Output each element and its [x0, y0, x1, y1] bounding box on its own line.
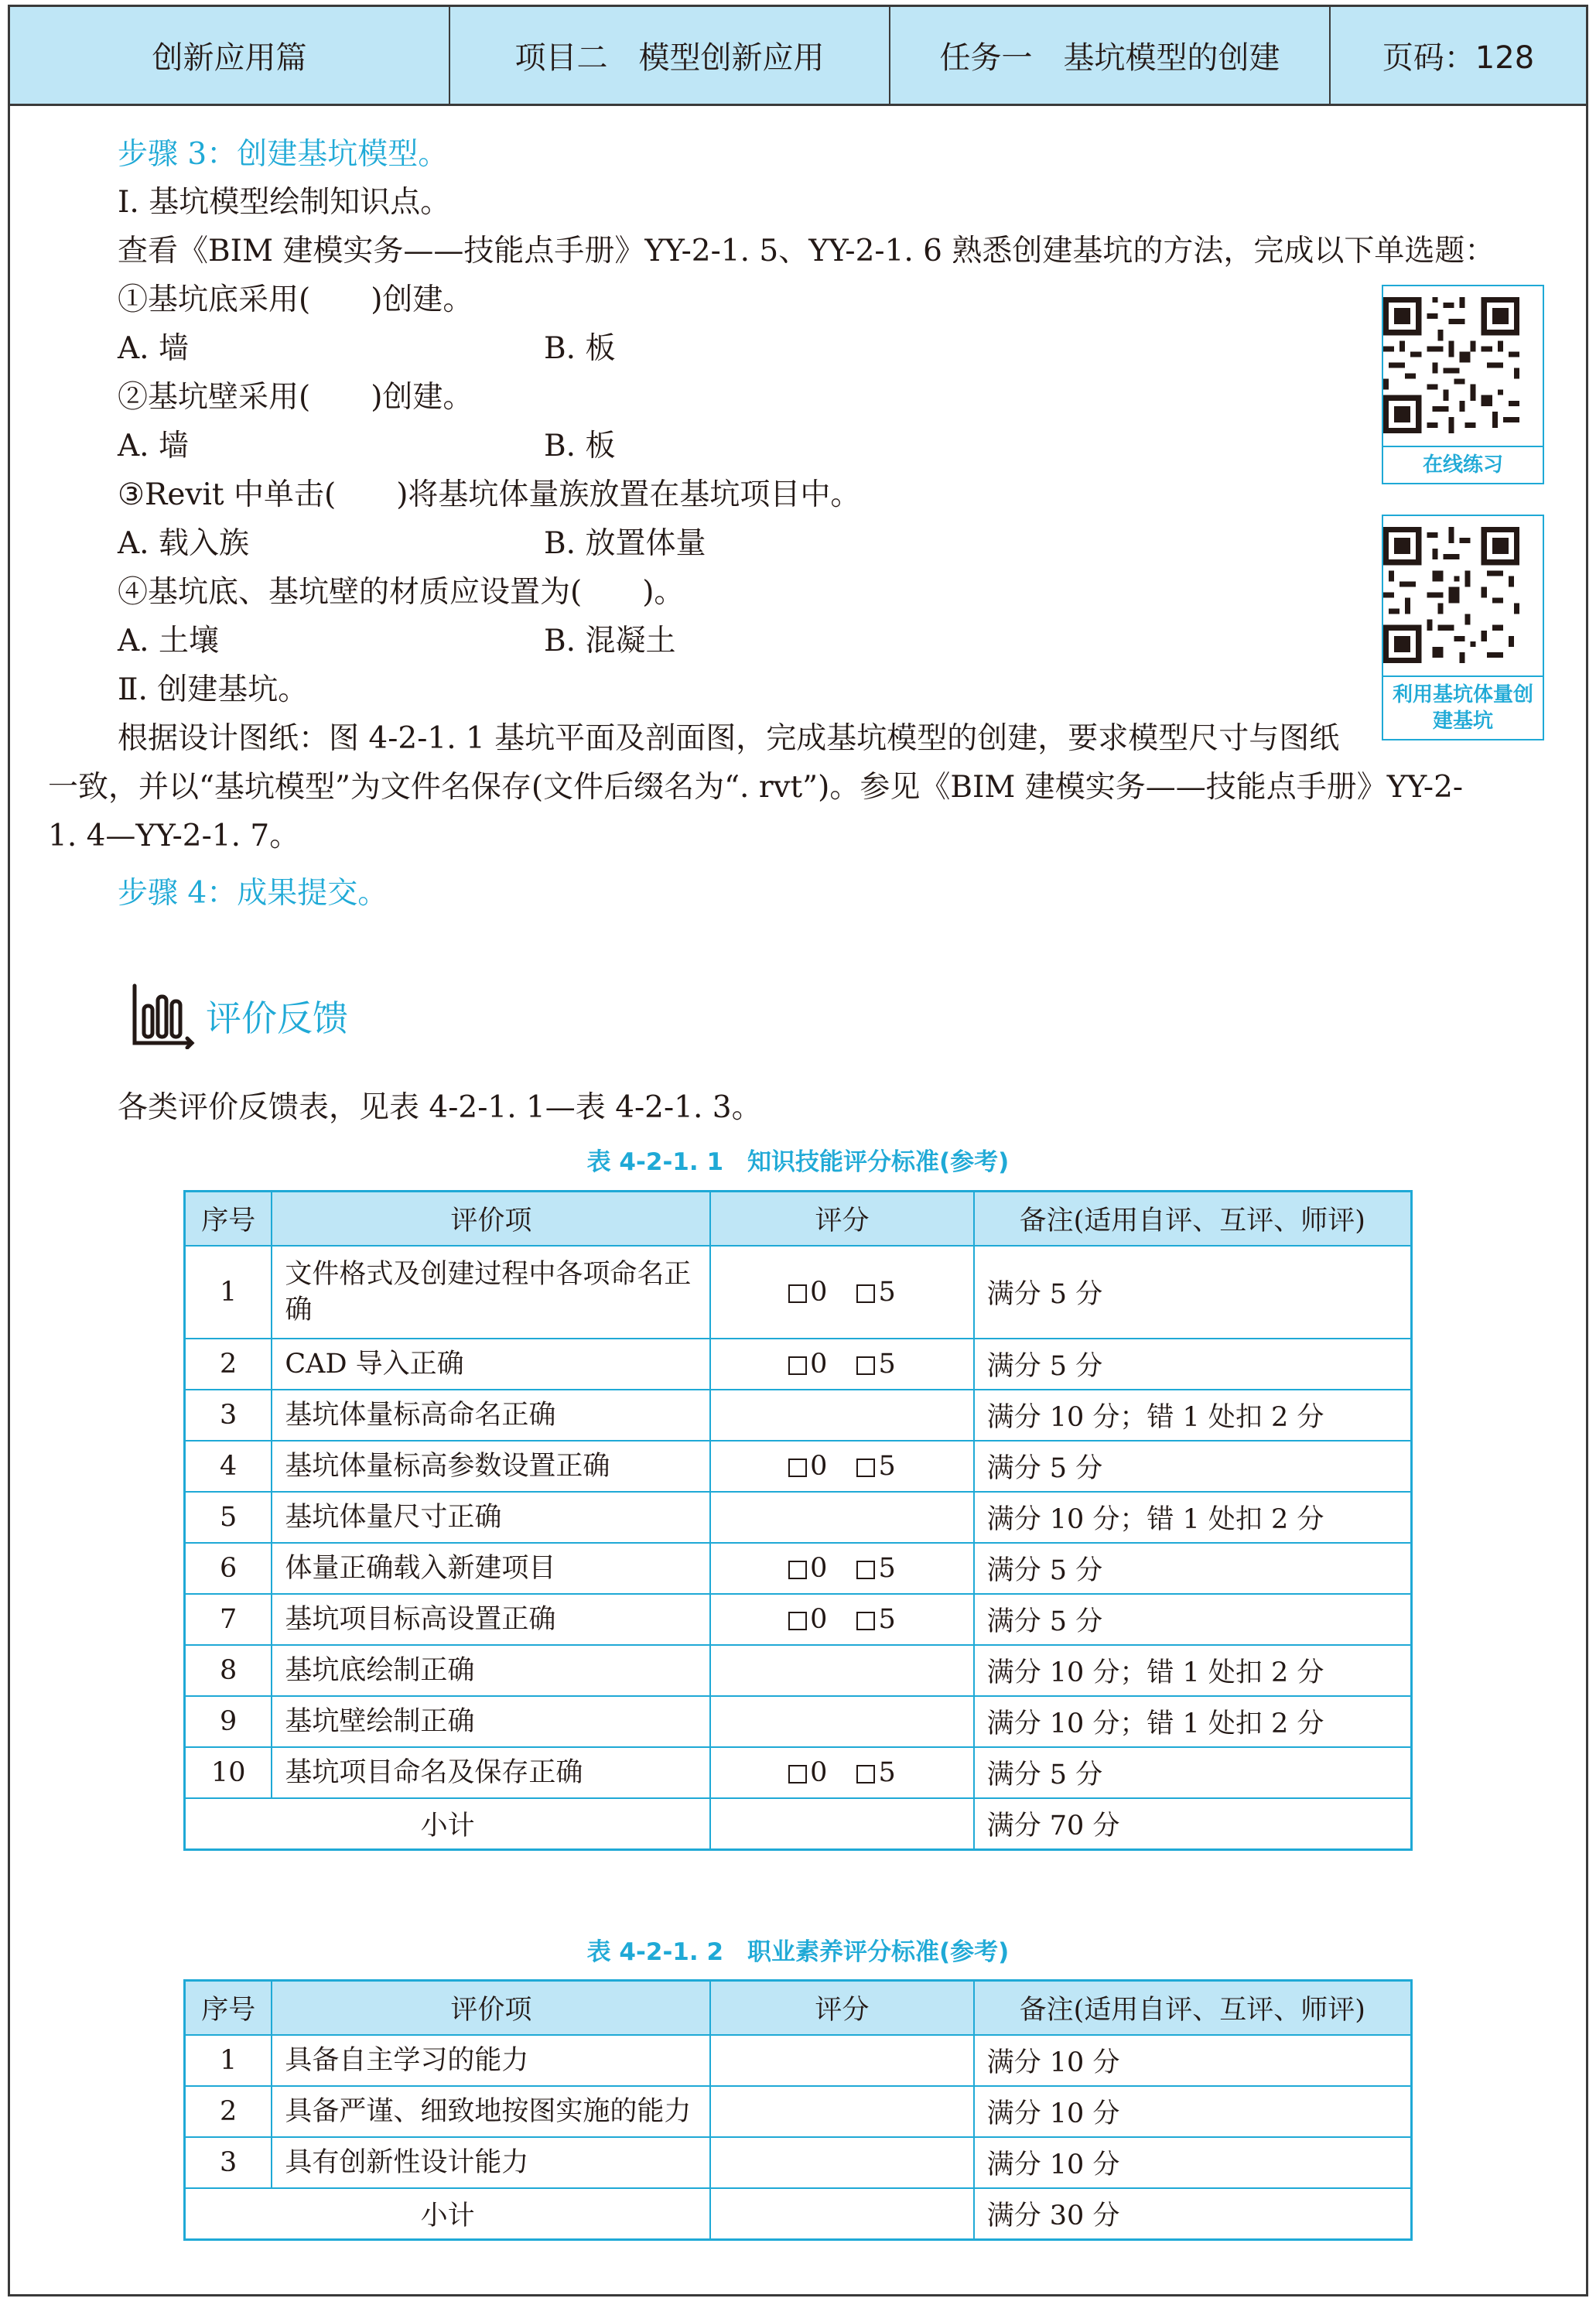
score-cell-empty[interactable]	[710, 2035, 973, 2086]
checkbox-5[interactable]	[856, 1612, 875, 1630]
score-0-label: 0	[810, 1757, 828, 1788]
intro-text: 查看《BIM 建模实务——技能点手册》YY-2-1. 5、YY-2-1. 6 熟悉创建基坑的方法，完成以下单选题：	[118, 234, 1495, 268]
evaluation-section-heading	[130, 983, 348, 1049]
qr-code-icon[interactable]	[1383, 527, 1519, 663]
col-header-note: 备注(适用自评、互评、师评)	[974, 1192, 1412, 1247]
col-header-note: 备注(适用自评、互评、师评)	[974, 1981, 1412, 2036]
row-no: 7	[185, 1594, 272, 1645]
subtotal-score[interactable]	[710, 2188, 973, 2240]
score-cell-empty[interactable]	[710, 1696, 973, 1747]
score-cell-empty[interactable]	[710, 2137, 973, 2188]
score-0-label: 0	[810, 1451, 828, 1482]
score-options	[710, 1594, 973, 1645]
table-2-caption: 表 4-2-1. 2 职业素养评分标准(参考)	[586, 1938, 1010, 1966]
score-options	[710, 1339, 973, 1390]
row-item: 基坑体量尺寸正确	[272, 1492, 710, 1543]
qr-panel-create-pit[interactable]	[1382, 515, 1544, 740]
checkbox-0[interactable]	[788, 1612, 807, 1630]
row-note: 满分 5 分	[974, 1441, 1412, 1492]
table-row	[185, 1492, 1412, 1543]
score-0-label: 0	[810, 1277, 828, 1308]
row-no: 3	[185, 1390, 272, 1441]
score-options	[710, 1747, 973, 1798]
row-no: 2	[185, 2086, 272, 2137]
header-page-number: 页码：128	[1382, 40, 1535, 76]
score-options	[710, 1543, 973, 1594]
step-4-heading: 步骤 4：成果提交。	[118, 876, 388, 911]
question-2-option-a: A. 墙	[118, 429, 189, 463]
row-item: 基坑项目命名及保存正确	[272, 1747, 710, 1798]
score-5-label: 5	[878, 1451, 896, 1482]
evaluation-intro: 各类评价反馈表，见表 4-2-1. 1—表 4-2-1. 3。	[118, 1090, 762, 1125]
table-row	[185, 1594, 1412, 1645]
header-project: 项目二 模型创新应用	[450, 7, 890, 104]
row-note: 满分 5 分	[974, 1339, 1412, 1390]
row-no: 6	[185, 1543, 272, 1594]
checkbox-0[interactable]	[788, 1459, 807, 1477]
question-1-option-b: B. 板	[544, 331, 616, 366]
row-item: CAD 导入正确	[272, 1339, 710, 1390]
step-3-heading: 步骤 3：创建基坑模型。	[118, 137, 449, 172]
col-header-item: 评价项	[272, 1192, 710, 1247]
row-note: 满分 10 分	[974, 2137, 1412, 2188]
table-header-row	[185, 1981, 1412, 2036]
score-5-label: 5	[878, 1553, 896, 1584]
row-item: 基坑底绘制正确	[272, 1645, 710, 1696]
row-note: 满分 5 分	[974, 1543, 1412, 1594]
col-header-score: 评分	[710, 1192, 973, 1247]
score-cell-empty[interactable]	[710, 1390, 973, 1441]
qr-caption-1: 在线练习	[1383, 446, 1543, 483]
row-no: 10	[185, 1747, 272, 1798]
table-header-row	[185, 1192, 1412, 1247]
qr-code-icon[interactable]	[1383, 297, 1519, 433]
header-part: 创新应用篇	[10, 7, 450, 104]
col-header-no: 序号	[185, 1192, 272, 1247]
row-note: 满分 10 分；错 1 处扣 2 分	[974, 1390, 1412, 1441]
question-4-option-a: A. 土壤	[118, 624, 219, 658]
table-row	[185, 1390, 1412, 1441]
table-2	[183, 1979, 1413, 2241]
qr-panel-online-practice[interactable]	[1382, 285, 1544, 484]
paragraph-line-1: 根据设计图纸：图 4-2-1. 1 基坑平面及剖面图，完成基坑模型的创建，要求模型尺寸与图纸	[118, 721, 1340, 756]
score-cell-empty[interactable]	[710, 2086, 973, 2137]
header-task: 任务一 基坑模型的创建	[890, 7, 1331, 104]
row-no: 4	[185, 1441, 272, 1492]
score-5-label: 5	[878, 1757, 896, 1788]
paragraph-line-2: 一致，并以“基坑模型”为文件名保存(文件后缀名为“. rvt”)。参见《BIM 建模实务——技能点手册》YY-2-	[48, 770, 1464, 805]
question-4-option-b: B. 混凝土	[544, 624, 676, 658]
section-title: 评价反馈	[206, 997, 348, 1039]
row-note: 满分 10 分；错 1 处扣 2 分	[974, 1696, 1412, 1747]
row-item: 体量正确载入新建项目	[272, 1543, 710, 1594]
row-no: 5	[185, 1492, 272, 1543]
question-3: ③Revit 中单击( )将基坑体量族放置在基坑项目中。	[118, 477, 861, 512]
subtotal-note: 满分 30 分	[974, 2188, 1412, 2240]
bar-chart-icon	[130, 983, 195, 1049]
table-row	[185, 1696, 1412, 1747]
row-item: 具备自主学习的能力	[272, 2035, 710, 2086]
subtotal-label: 小计	[185, 1798, 711, 1850]
score-0-label: 0	[810, 1604, 828, 1635]
checkbox-5[interactable]	[856, 1356, 875, 1375]
score-5-label: 5	[878, 1604, 896, 1635]
table-1	[183, 1190, 1413, 1851]
row-note: 满分 5 分	[974, 1594, 1412, 1645]
score-options	[710, 1246, 973, 1339]
row-item: 具有创新性设计能力	[272, 2137, 710, 2188]
checkbox-5[interactable]	[856, 1284, 875, 1303]
col-header-no: 序号	[185, 1981, 272, 2036]
question-4: ④基坑底、基坑壁的材质应设置为( )。	[118, 575, 685, 610]
table-row	[185, 1339, 1412, 1390]
checkbox-0[interactable]	[788, 1561, 807, 1579]
row-note: 满分 10 分；错 1 处扣 2 分	[974, 1492, 1412, 1543]
table-row	[185, 2137, 1412, 2188]
row-item: 基坑体量标高命名正确	[272, 1390, 710, 1441]
question-1-option-a: A. 墙	[118, 331, 189, 366]
row-note: 满分 5 分	[974, 1747, 1412, 1798]
score-0-label: 0	[810, 1553, 828, 1584]
row-item: 具备严谨、细致地按图实施的能力	[272, 2086, 710, 2137]
row-item: 基坑体量标高参数设置正确	[272, 1441, 710, 1492]
row-no: 3	[185, 2137, 272, 2188]
subtotal-row	[185, 1798, 1412, 1850]
row-note: 满分 5 分	[974, 1246, 1412, 1339]
table-row	[185, 1543, 1412, 1594]
subtotal-note: 满分 70 分	[974, 1798, 1412, 1850]
checkbox-5[interactable]	[856, 1561, 875, 1579]
page-header	[8, 5, 1588, 106]
score-5-label: 5	[878, 1277, 896, 1308]
score-5-label: 5	[878, 1349, 896, 1380]
score-cell-empty[interactable]	[710, 1492, 973, 1543]
col-header-item: 评价项	[272, 1981, 710, 2036]
row-item: 基坑项目标高设置正确	[272, 1594, 710, 1645]
row-no: 1	[185, 2035, 272, 2086]
row-item: 文件格式及创建过程中各项命名正确	[272, 1246, 710, 1339]
subheading-2: Ⅱ. 创建基坑。	[118, 672, 309, 707]
row-note: 满分 10 分	[974, 2086, 1412, 2137]
checkbox-0[interactable]	[788, 1356, 807, 1375]
table-row	[185, 1441, 1412, 1492]
checkbox-5[interactable]	[856, 1459, 875, 1477]
question-3-option-b: B. 放置体量	[544, 526, 706, 561]
table-row	[185, 2086, 1412, 2137]
score-cell-empty[interactable]	[710, 1645, 973, 1696]
question-1: ①基坑底采用( )创建。	[118, 282, 473, 317]
qr-caption-2: 利用基坑体量创建基坑	[1383, 675, 1543, 739]
subtotal-score[interactable]	[710, 1798, 973, 1850]
subtotal-label: 小计	[185, 2188, 711, 2240]
row-no: 2	[185, 1339, 272, 1390]
row-item: 基坑壁绘制正确	[272, 1696, 710, 1747]
row-no: 8	[185, 1645, 272, 1696]
table-row	[185, 1747, 1412, 1798]
col-header-score: 评分	[710, 1981, 973, 2036]
checkbox-0[interactable]	[788, 1284, 807, 1303]
question-3-option-a: A. 载入族	[118, 526, 249, 561]
table-row	[185, 1645, 1412, 1696]
table-row	[185, 2035, 1412, 2086]
table-1-caption: 表 4-2-1. 1 知识技能评分标准(参考)	[586, 1148, 1010, 1176]
score-0-label: 0	[810, 1349, 828, 1380]
paragraph-line-3: 1. 4—YY-2-1. 7。	[48, 819, 300, 853]
question-2-option-b: B. 板	[544, 429, 616, 463]
subheading-1: Ⅰ. 基坑模型绘制知识点。	[118, 185, 451, 220]
row-no: 9	[185, 1696, 272, 1747]
question-2: ②基坑壁采用( )创建。	[118, 380, 473, 415]
subtotal-row	[185, 2188, 1412, 2240]
checkbox-5[interactable]	[856, 1765, 875, 1783]
row-no: 1	[185, 1246, 272, 1339]
checkbox-0[interactable]	[788, 1765, 807, 1783]
table-row	[185, 1246, 1412, 1339]
row-note: 满分 10 分	[974, 2035, 1412, 2086]
row-note: 满分 10 分；错 1 处扣 2 分	[974, 1645, 1412, 1696]
score-options	[710, 1441, 973, 1492]
